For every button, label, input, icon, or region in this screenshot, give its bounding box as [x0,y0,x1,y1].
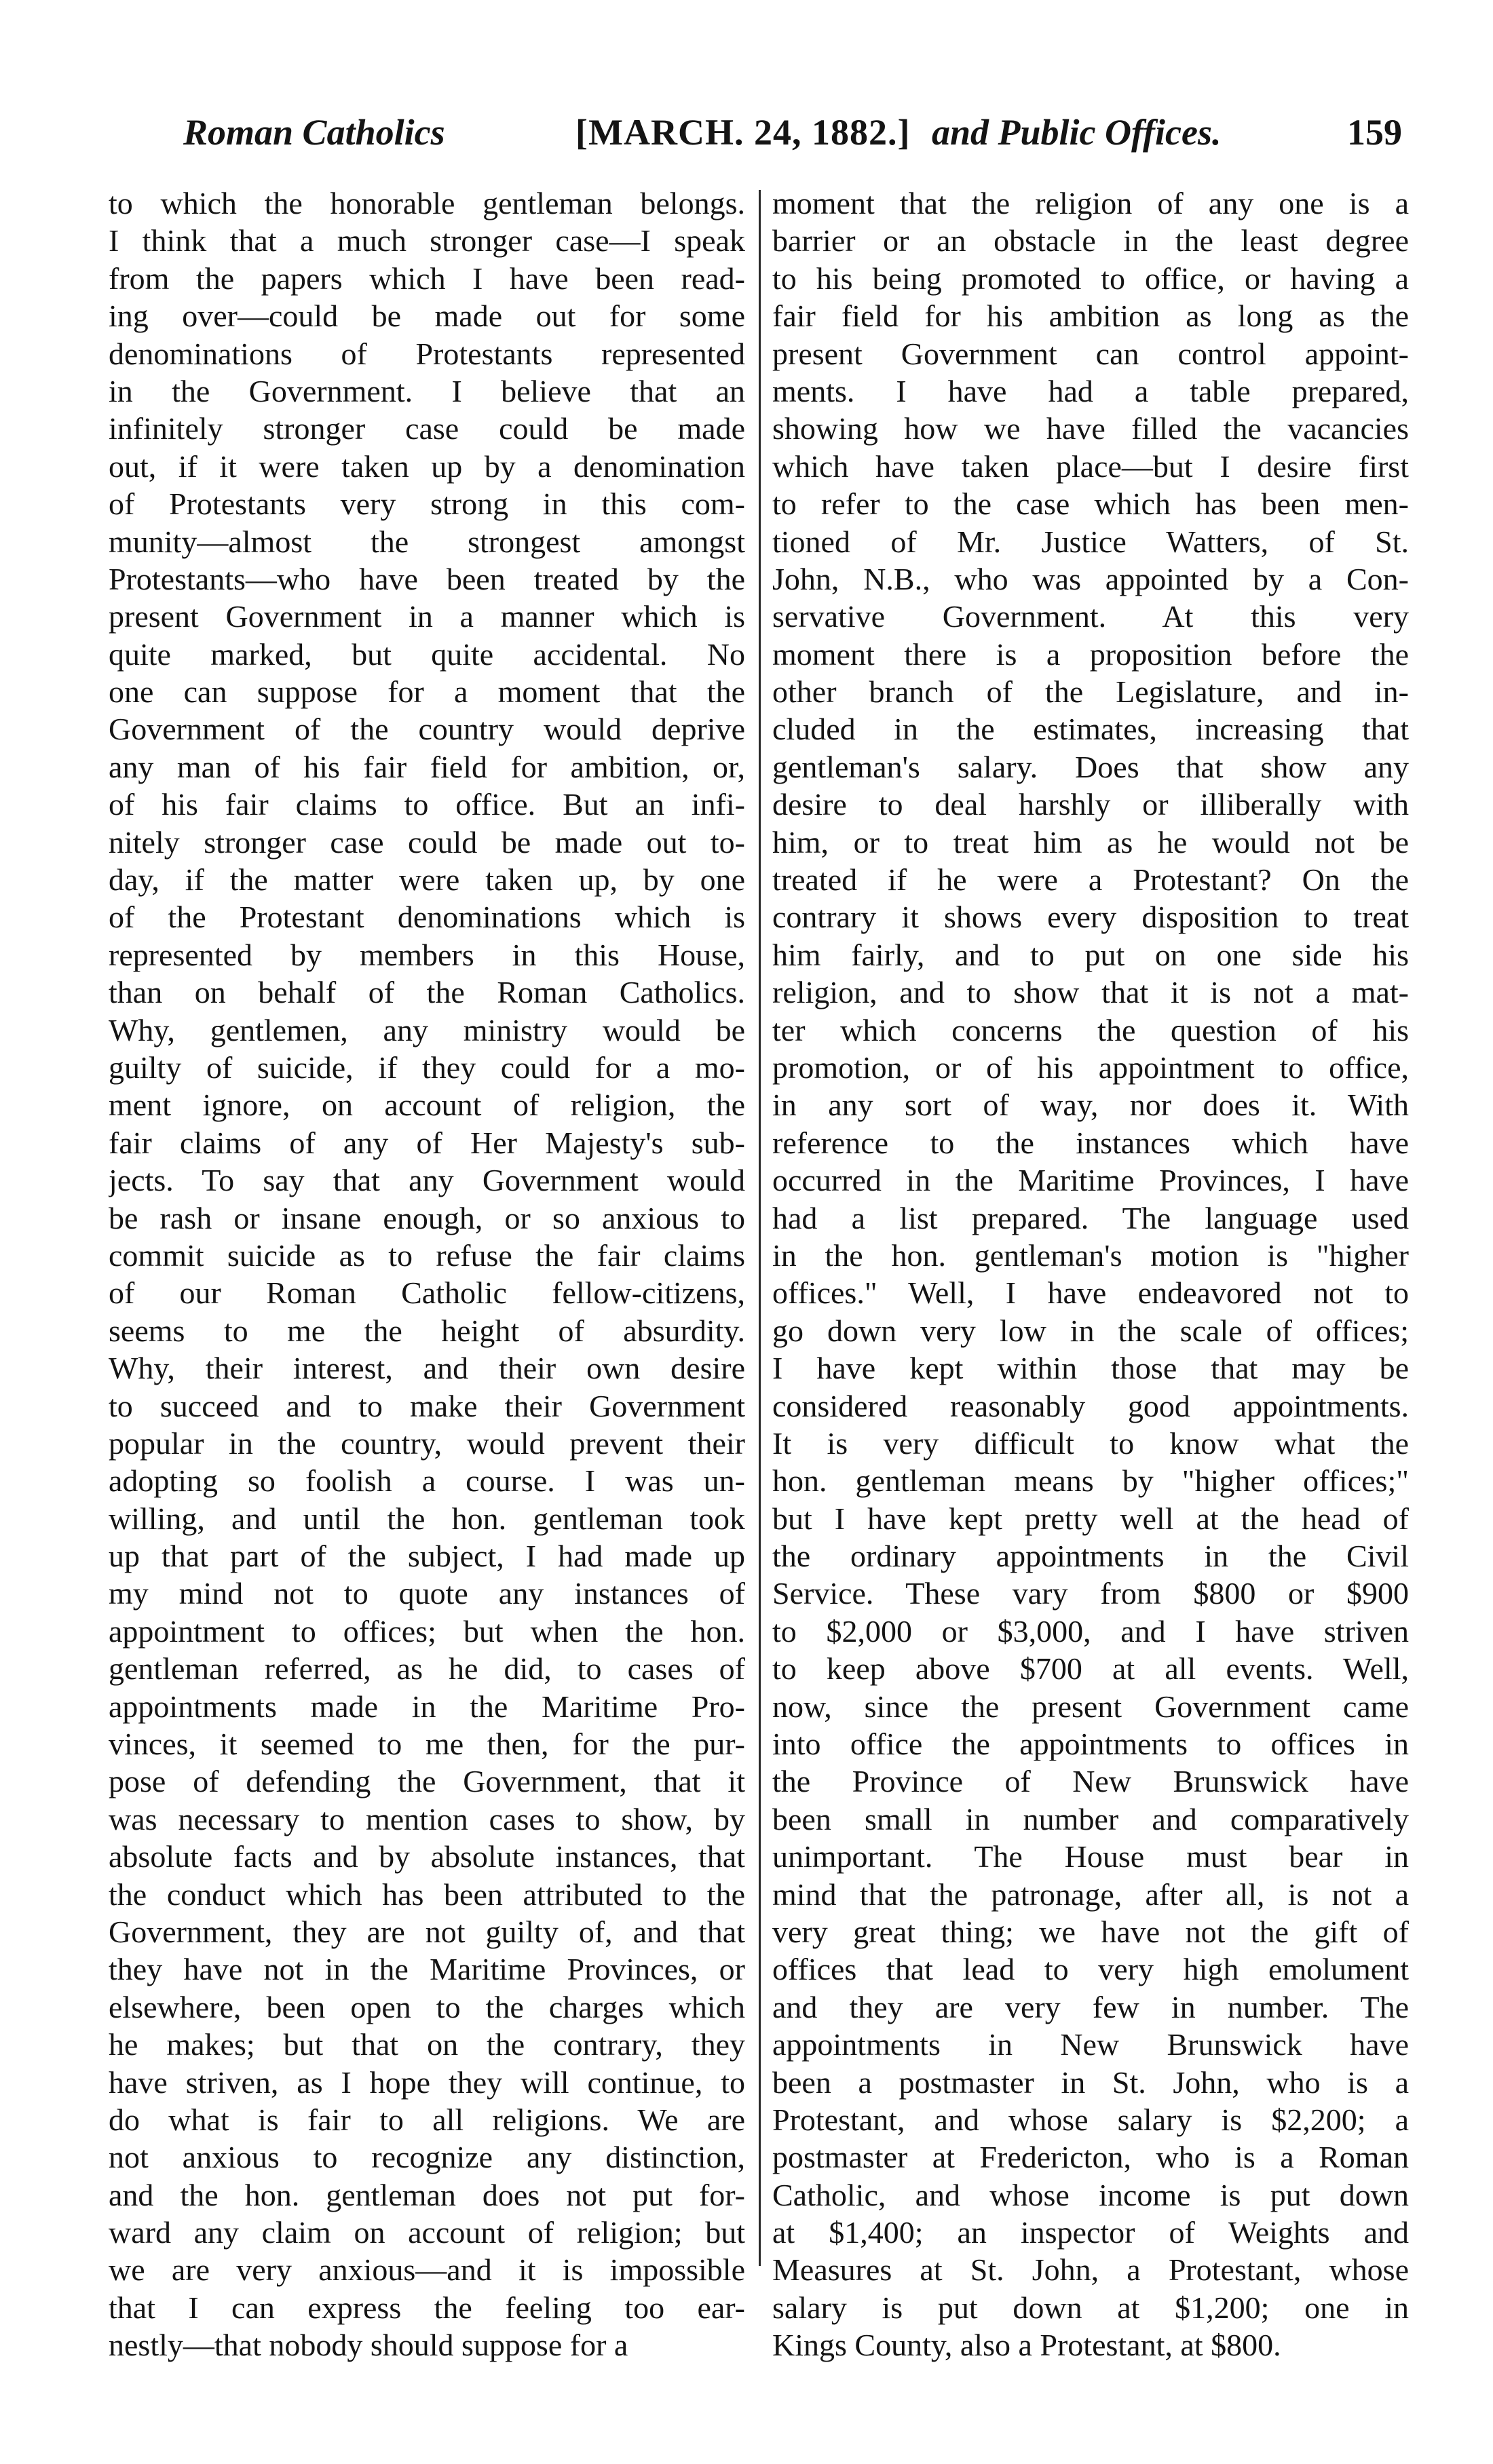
text-line: Kings County, also a Protestant, at $800. [772,2328,1281,2363]
text-line: gentleman referred, as he did, to cases of [109,1651,745,1687]
text-line: absolute facts and by absolute instances, that [109,1839,745,1874]
text-line: gentleman's salary. Does that show any [772,749,1409,784]
text-line: popular in the country, would prevent their [109,1425,745,1461]
text-line: that I can express the feeling too ear- [109,2290,745,2325]
text-line: my mind not to quote any instances of [109,1576,745,1611]
text-line: up that part of the subject, I had made up [109,1539,745,1574]
text-line: appointment to offices; but when the hon. [109,1613,745,1649]
text-line: I think that a much stronger case—I speak [109,223,745,258]
text-line: hon. gentleman means by "higher offices;" [772,1463,1409,1499]
text-line: Why, their interest, and their own desire [109,1351,745,1386]
text-line: in any sort of way, nor does it. With [772,1087,1409,1123]
text-line: of his fair claims to office. But an infi- [109,787,745,822]
text-line: desire to deal harshly or illiberally with [772,787,1409,822]
text-line: than on behalf of the Roman Catholics. [109,975,745,1010]
text-line: the Province of New Brunswick have [772,1764,1409,1799]
text-line: unimportant. The House must bear in [772,1839,1409,1874]
text-line: adopting so foolish a course. I was un- [109,1463,745,1499]
text-line: to his being promoted to office, or having a [772,261,1409,296]
text-line: cluded in the estimates, increasing that [772,712,1409,747]
text-line: to keep above $700 at all events. Well, [772,1651,1409,1687]
text-line: ter which concerns the question of his [772,1012,1409,1047]
text-line: ments. I have had a table prepared, [772,373,1409,408]
text-line: I have kept within those that may be [772,1351,1409,1386]
text-line: not anxious to recognize any distinction, [109,2140,745,2175]
text-line: be rash or insane enough, or so anxious to [109,1200,745,1235]
text-line: at $1,400; an inspector of Weights and [772,2215,1409,2250]
header-right-title: and Public Offices. [932,112,1222,153]
text-line: been small in number and comparatively [772,1801,1409,1836]
left-text-column [109,185,745,2364]
text-line: occurred in the Maritime Provinces, I have [772,1163,1409,1198]
column-divider [759,190,761,2266]
text-line: moment there is a proposition before the [772,636,1409,672]
text-line: of Protestants very strong in this com- [109,486,745,522]
text-line: was necessary to mention cases to show, by [109,1801,745,1836]
right-text-column [772,185,1409,2364]
text-line: appointments made in the Maritime Pro- [109,1689,745,1724]
text-line: and they are very few in number. The [772,1989,1409,2024]
text-line: offices that lead to very high emolument [772,1952,1409,1987]
text-line: promotion, or of his appointment to office, [772,1050,1409,1085]
text-line: willing, and until the hon. gentleman took [109,1501,745,1536]
text-line: nitely stronger case could be made out to- [109,824,745,860]
text-line: vinces, it seemed to me then, for the pur- [109,1727,745,1762]
text-line: other branch of the Legislature, and in- [772,674,1409,710]
text-line: out, if it were taken up by a denomination [109,448,745,484]
text-line: go down very low in the scale of offices; [772,1313,1409,1348]
header-date: [MARCH. 24, 1882.] [575,112,911,153]
text-line: salary is put down at $1,200; one in [772,2290,1409,2325]
text-line: fair claims of any of Her Majesty's sub- [109,1125,745,1160]
text-line: to which the honorable gentleman belongs. [109,186,745,220]
text-line: ing over—could be made out for some [109,299,745,334]
text-line: him fairly, and to put on one side his [772,937,1409,972]
text-line: and the hon. gentleman does not put for- [109,2177,745,2212]
text-line: elsewhere, been open to the charges which [109,1989,745,2024]
text-line: the ordinary appointments in the Civil [772,1539,1409,1574]
text-line: to refer to the case which has been men- [772,486,1409,522]
text-line: servative Government. At this very [772,599,1409,634]
text-line: treated if he were a Protestant? On the [772,862,1409,898]
text-line: postmaster at Fredericton, who is a Roman [772,2140,1409,2175]
text-line: tioned of Mr. Justice Watters, of St. [772,524,1409,559]
text-line: It is very difficult to know what the [772,1425,1409,1461]
text-line: quite marked, but quite accidental. No [109,636,745,672]
text-line: we are very anxious—and it is impossible [109,2252,745,2288]
text-line: represented by members in this House, [109,937,745,972]
text-line: Protestants—who have been treated by the [109,561,745,596]
text-line: present Government in a manner which is [109,599,745,634]
text-line: which have taken place—but I desire first [772,448,1409,484]
text-line: reference to the instances which have [772,1125,1409,1160]
text-line: infinitely stronger case could be made [109,411,745,446]
text-line: now, since the present Government came [772,1689,1409,1724]
header-left-title: Roman Catholics [183,112,445,153]
text-line: religion, and to show that it is not a mat- [772,975,1409,1010]
text-line: any man of his fair field for ambition, or, [109,749,745,784]
running-header [183,102,1402,163]
text-line: denominations of Protestants represented [109,336,745,371]
page-number: 159 [1347,112,1402,153]
text-line: showing how we have filled the vacancies [772,411,1409,446]
text-line: had a list prepared. The language used [772,1200,1409,1235]
text-line: offices." Well, I have endeavored not to [772,1275,1409,1311]
text-line: Government of the country would deprive [109,712,745,747]
text-line: barrier or an obstacle in the least degree [772,223,1409,258]
text-line: jects. To say that any Government would [109,1163,745,1198]
text-line: guilty of suicide, if they could for a mo- [109,1050,745,1085]
text-line: commit suicide as to refuse the fair claims [109,1237,745,1273]
text-line: Government, they are not guilty of, and that [109,1914,745,1949]
text-line: to succeed and to make their Government [109,1388,745,1423]
text-line: Service. These vary from $800 or $900 [772,1576,1409,1611]
text-line: been a postmaster in St. John, who is a [772,2064,1409,2100]
text-line: day, if the matter were taken up, by one [109,862,745,898]
text-line: to $2,000 or $3,000, and I have striven [772,1613,1409,1649]
text-line: of the Protestant denominations which is [109,900,745,935]
text-line: mind that the patronage, after all, is not a [772,1876,1409,1912]
text-line: seems to me the height of absurdity. [109,1313,745,1348]
text-line: fair field for his ambition as long as the [772,299,1409,334]
text-line: Catholic, and whose income is put down [772,2177,1409,2212]
text-line: munity—almost the strongest amongst [109,524,745,559]
text-line: appointments in New Brunswick have [772,2027,1409,2062]
text-line: nestly—that nobody should suppose for a [109,2328,628,2363]
text-line: ment ignore, on account of religion, the [109,1087,745,1123]
text-line: Protestant, and whose salary is $2,200; a [772,2102,1409,2137]
text-line: contrary it shows every disposition to treat [772,900,1409,935]
text-line: ward any claim on account of religion; but [109,2215,745,2250]
text-line: do what is fair to all religions. We are [109,2102,745,2137]
text-line: John, N.B., who was appointed by a Con- [772,561,1409,596]
text-line: Measures at St. John, a Protestant, whose [772,2252,1409,2288]
text-line: in the Government. I believe that an [109,373,745,408]
text-line: him, or to treat him as he would not be [772,824,1409,860]
text-line: the conduct which has been attributed to the [109,1876,745,1912]
text-line: very great thing; we have not the gift of [772,1914,1409,1949]
text-line: moment that the religion of any one is a [772,186,1409,220]
text-line: but I have kept pretty well at the head of [772,1501,1409,1536]
text-line: from the papers which I have been read- [109,261,745,296]
text-line: one can suppose for a moment that the [109,674,745,710]
text-line: into office the appointments to offices in [772,1727,1409,1762]
text-line: in the hon. gentleman's motion is "higher [772,1237,1409,1273]
text-line: they have not in the Maritime Provinces, or [109,1952,745,1987]
text-line: considered reasonably good appointments. [772,1388,1409,1423]
text-line: have striven, as I hope they will continue, to [109,2064,745,2100]
text-line: of our Roman Catholic fellow-citizens, [109,1275,745,1311]
text-line: present Government can control appoint- [772,336,1409,371]
text-line: he makes; but that on the contrary, they [109,2027,745,2062]
text-line: pose of defending the Government, that it [109,1764,745,1799]
text-line: Why, gentlemen, any ministry would be [109,1012,745,1047]
